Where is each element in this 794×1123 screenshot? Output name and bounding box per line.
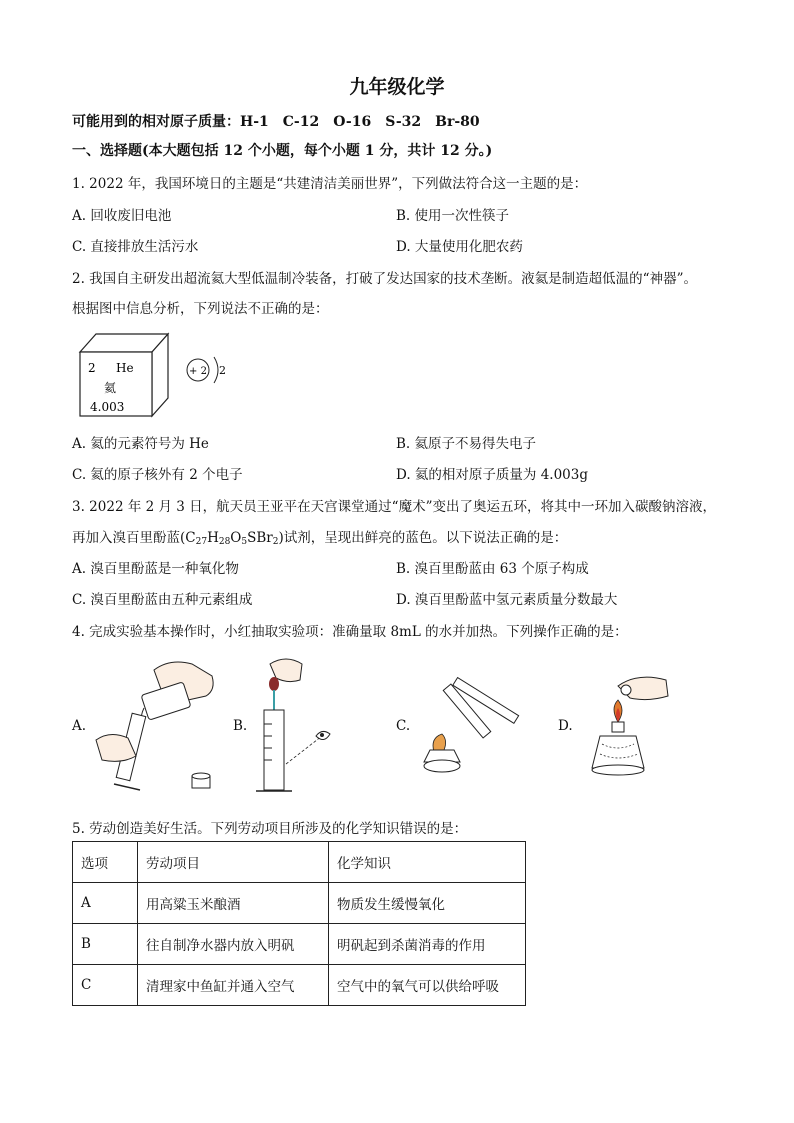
table-cell: 明矾起到杀菌消毒的作用 — [329, 924, 526, 965]
q3-stem-line1: 3. 2022 年 2 月 3 日，航天员王亚平在天宫课堂通过“魔术”变出了奥运五环，将其中一环加入碳酸钠溶液， — [72, 499, 716, 515]
q2-option-d: D. 氦的相对原子质量为 4.003g — [396, 467, 589, 483]
q3-option-c: C. 溴百里酚蓝由五种元素组成 — [72, 592, 253, 608]
table-row — [73, 883, 526, 924]
section-heading: 一、选择题(本大题包括 12 个小题，每个小题 1 分，共计 12 分。) — [72, 143, 493, 159]
page-title: 九年级化学 — [349, 76, 445, 98]
pouring-water-illustration — [92, 656, 222, 794]
table-cell: A — [73, 883, 138, 924]
table-header-cell: 选项 — [73, 842, 138, 883]
q2-stem-line1: 2. 我国自主研发出超流氦大型低温制冷装备，打破了发达国家的技术垄断。液氦是制造超低温的“神器”。 — [72, 271, 697, 287]
table-cell: C — [73, 965, 138, 1006]
q3-option-b: B. 溴百里酚蓝由 63 个原子构成 — [396, 561, 589, 577]
nucleus-charge: + 2 — [189, 366, 207, 377]
q1-option-a: A. 回收废旧电池 — [72, 208, 172, 224]
table-cell: 用高粱玉米酿酒 — [138, 883, 329, 924]
heating-test-tube-illustration — [414, 676, 534, 776]
q4-label-c: C. — [396, 718, 411, 734]
table-cell: 往自制净水器内放入明矾 — [138, 924, 329, 965]
table-cell: 清理家中鱼缸并通入空气 — [138, 965, 329, 1006]
table-header-row — [73, 842, 526, 883]
shell-electrons: 2 — [219, 364, 226, 377]
alcohol-lamp-illustration — [578, 672, 678, 782]
atomic-number: 2 — [88, 361, 96, 375]
q2-stem-line2: 根据图中信息分析，下列说法不正确的是： — [72, 301, 329, 317]
atom-structure-diagram — [187, 357, 226, 383]
table-header-cell: 化学知识 — [329, 842, 526, 883]
q3-option-a: A. 溴百里酚蓝是一种氧化物 — [72, 561, 239, 577]
q4-label-d: D. — [558, 718, 573, 734]
table-row — [73, 965, 526, 1006]
q5-table — [72, 841, 526, 1006]
table-row — [73, 924, 526, 965]
helium-figure — [72, 326, 252, 422]
q1-option-c: C. 直接排放生活污水 — [72, 239, 199, 255]
q1-option-d: D. 大量使用化肥农药 — [396, 239, 523, 255]
q2-option-b: B. 氦原子不易得失电子 — [396, 436, 537, 452]
table-cell: 空气中的氧气可以供给呼吸 — [329, 965, 526, 1006]
q1-stem: 1. 2022 年，我国环境日的主题是“共建清洁美丽世界”，下列做法符合这一主题的是： — [72, 176, 588, 192]
q2-option-c: C. 氦的原子核外有 2 个电子 — [72, 467, 243, 483]
table-header-cell: 劳动项目 — [138, 842, 329, 883]
q4-label-a: A. — [72, 718, 87, 734]
q1-option-b: B. 使用一次性筷子 — [396, 208, 510, 224]
atomic-masses: 可能用到的相对原子质量：H-1 C-12 O-16 S-32 Br-80 — [72, 114, 480, 130]
q2-option-a: A. 氦的元素符号为 He — [72, 436, 209, 452]
element-symbol: He — [116, 361, 134, 375]
table-cell: B — [73, 924, 138, 965]
q3-option-d: D. 溴百里酚蓝中氢元素质量分数最大 — [396, 592, 618, 608]
q4-label-b: B. — [233, 718, 248, 734]
q4-stem: 4. 完成实验基本操作时，小红抽取实验项：准确量取 8mL 的水并加热。下列操作正确的是： — [72, 624, 628, 640]
atomic-mass: 4.003 — [90, 400, 125, 414]
element-name: 氦 — [104, 381, 117, 395]
q3-stem-line2: 再加入溴百里酚蓝$(C_{27}H_{28}O_5SBr_2)$试剂，呈现出鲜亮的蓝色。以下说法正确的是： — [72, 530, 568, 547]
dropper-reading-illustration — [250, 654, 360, 796]
element-cell — [80, 334, 168, 416]
table-cell: 物质发生缓慢氧化 — [329, 883, 526, 924]
q5-stem: 5. 劳动创造美好生活。下列劳动项目所涉及的化学知识错误的是： — [72, 821, 468, 837]
